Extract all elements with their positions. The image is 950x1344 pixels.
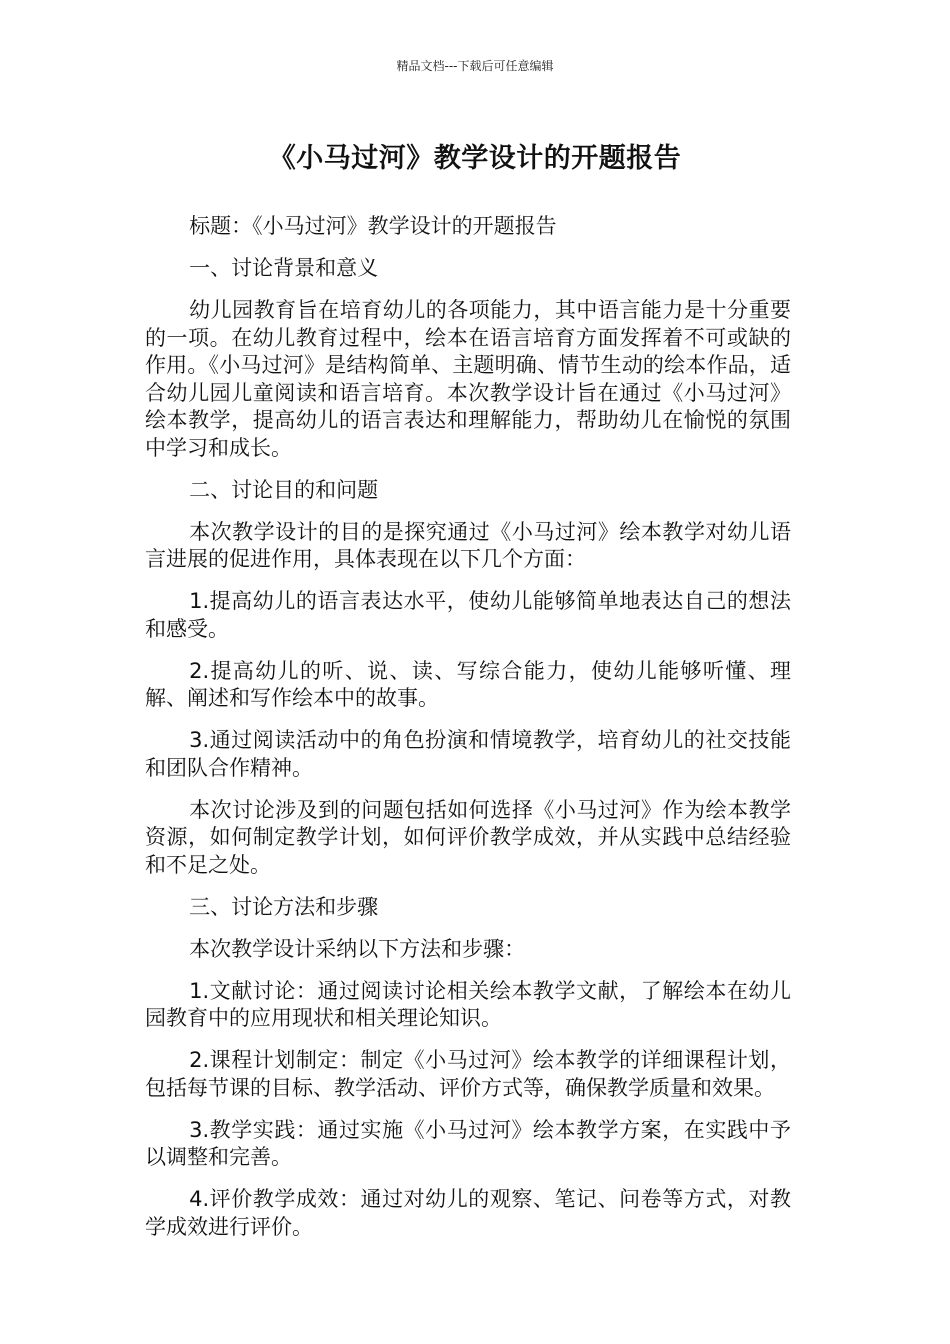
list-item: 3.教学实践：通过实施《小马过河》绘本教学方案，在实践中予以调整和完善。 <box>145 1117 791 1169</box>
list-item: 2.课程计划制定：制定《小马过河》绘本教学的详细课程计划，包括每节课的目标、教学活动、评价方式等，确保教学质量和效果。 <box>145 1048 791 1100</box>
paragraph: 本次讨论涉及到的问题包括如何选择《小马过河》作为绘本教学资源，如何制定教学计划，如何评价教学成效，并从实践中总结经验和不足之处。 <box>145 797 791 877</box>
paragraph: 幼儿园教育旨在培育幼儿的各项能力，其中语言能力是十分重要的一项。在幼儿教育过程中，绘本在语言培育方面发挥着不可或缺的作用。《小马过河》是结构简单、主题明确、情节生动的绘本作品，适合幼儿园儿童阅读和语言培育。本次教学设计旨在通过《小马过河》绘本教学，提高幼儿的语言表达和理解能力，帮助幼儿在愉悦的氛围中学习和成长。 <box>145 298 791 460</box>
list-item: 1.提高幼儿的语言表达水平，使幼儿能够简单地表达自己的想法和感受。 <box>145 589 791 641</box>
paragraph: 本次教学设计的目的是探究通过《小马过河》绘本教学对幼儿语言进展的促进作用，具体表现在以下几个方面： <box>145 519 791 571</box>
paragraph: 本次教学设计采纳以下方法和步骤： <box>189 936 526 961</box>
page-header: 精品文档---下载后可任意编辑 <box>396 59 554 73</box>
list-item: 1.文献讨论：通过阅读讨论相关绘本教学文献，了解绘本在幼儿园教育中的应用现状和相关理论知识。 <box>145 978 791 1030</box>
section-heading: 三、讨论方法和步骤 <box>189 894 379 919</box>
subject-line: 标题：《小马过河》教学设计的开题报告 <box>189 214 557 238</box>
document-body <box>145 213 791 1256</box>
section-heading: 二、讨论目的和问题 <box>189 477 379 502</box>
section-heading: 一、讨论背景和意义 <box>189 256 379 280</box>
list-item: 2.提高幼儿的听、说、读、写综合能力，使幼儿能够听懂、理解、阐述和写作绘本中的故事。 <box>145 658 791 710</box>
document-title: 《小马过河》教学设计的开题报告 <box>268 143 682 174</box>
list-item: 4.评价教学成效：通过对幼儿的观察、笔记、问卷等方式，对教学成效进行评价。 <box>145 1187 791 1239</box>
list-item: 3.通过阅读活动中的角色扮演和情境教学，培育幼儿的社交技能和团队合作精神。 <box>145 728 791 780</box>
